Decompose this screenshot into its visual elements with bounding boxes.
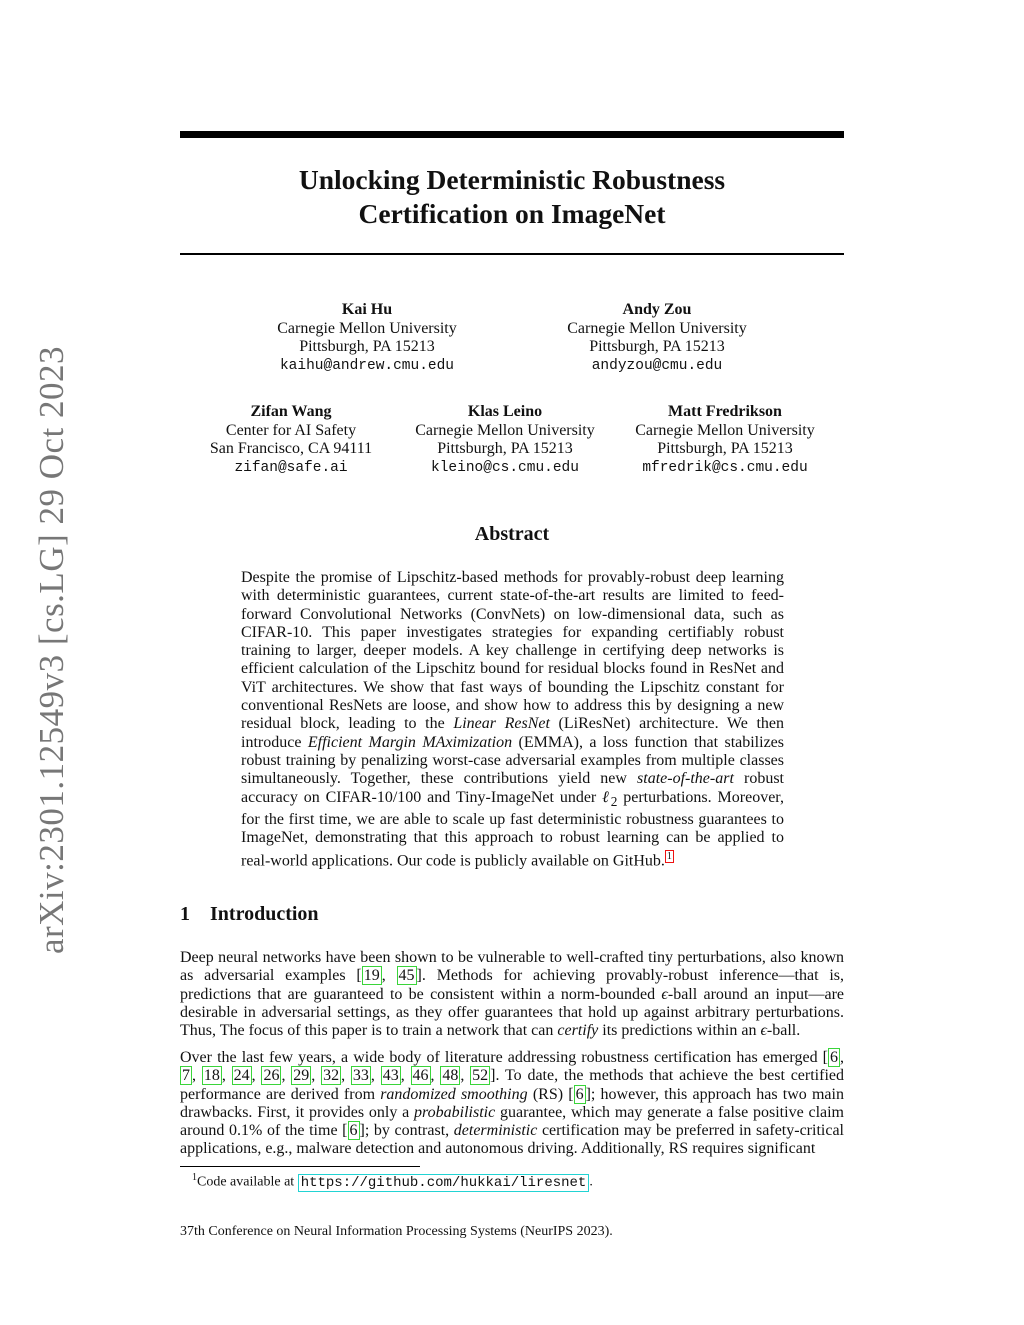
text-run: ]; by contrast, — [359, 1122, 454, 1140]
title-line-1: Unlocking Deterministic Robustness — [298, 164, 726, 195]
author-affiliation: Center for AI Safety — [225, 421, 357, 439]
author-email[interactable]: kleino@cs.cmu.edu — [431, 459, 579, 476]
text-run: (RS) [ — [527, 1085, 574, 1103]
author-email[interactable]: zifan@safe.ai — [234, 459, 348, 476]
author-location: San Francisco, CA 94111 — [209, 440, 373, 457]
citation-link[interactable]: 7 — [182, 1067, 190, 1085]
epsilon-symbol: ϵ — [661, 985, 668, 1003]
citation-link[interactable]: 24 — [233, 1067, 250, 1085]
text-run: ]. To date, the methods that achieve the best certified performance are derived from — [180, 1067, 845, 1103]
abstract-part: (LiResNet) architecture. We then introduce — [241, 715, 785, 751]
citation-link[interactable]: 29 — [293, 1067, 310, 1085]
text-run: its predictions within an — [598, 1022, 761, 1040]
author-affiliation: Carnegie Mellon University — [277, 319, 457, 337]
citation-link[interactable]: 26 — [263, 1067, 280, 1085]
author-location: Pittsburgh, PA 15213 — [437, 440, 573, 457]
text-run: ]. Methods for achieving provably-robust inference—that is, predictions that are guaranteed to be consistent within a norm-bounded — [180, 967, 845, 1003]
citation-link[interactable]: 43 — [382, 1067, 399, 1085]
text-run: certification may be preferred in safety-critical applications, e.g., malware detection and autonomous driving. Additionally, RS requires significant — [180, 1122, 844, 1158]
citation-link[interactable]: 6 — [349, 1122, 358, 1140]
text-run: , — [381, 967, 397, 985]
ell-subscript: 2 — [610, 793, 618, 809]
text-run: Over the last few years, a wide body of literature addressing robustness certification has emerged [ — [180, 1049, 828, 1066]
author-email[interactable]: mfredrik@cs.cmu.edu — [642, 459, 808, 476]
ell-symbol: ℓ — [602, 788, 611, 806]
github-url-link[interactable]: https://github.com/hukkai/liresnet — [298, 1174, 590, 1192]
title-top-rule — [180, 131, 844, 138]
citation-link[interactable]: 45 — [398, 967, 415, 985]
text-run: ]; however, this approach has two main drawbacks. First, it provides only a — [180, 1085, 844, 1121]
term-deterministic: deterministic — [453, 1122, 538, 1140]
text-run: Deep neural networks have been shown to be vulnerable to well-crafted tiny perturbations, also known as adversarial examples [ — [180, 949, 844, 985]
citation-link[interactable]: 46 — [412, 1067, 429, 1085]
author-block — [237, 301, 497, 375]
title-bottom-rule — [180, 253, 844, 255]
text-run: -ball around an input—are desirable in adversarial settings, as they offer guarantees that hold up against arbitrary perturbations. Thus, The focus of this paper is to train a network that can — [180, 985, 844, 1040]
citation-link[interactable]: 6 — [575, 1085, 584, 1103]
footnote-text: . — [589, 1174, 593, 1190]
abstract-text — [241, 569, 784, 870]
author-location: Pittsburgh, PA 15213 — [299, 338, 435, 355]
citation-link[interactable]: 52 — [472, 1067, 489, 1085]
author-email[interactable]: kaihu@andrew.cmu.edu — [279, 357, 455, 374]
citation-link[interactable]: 6 — [830, 1049, 838, 1066]
author-block — [190, 403, 392, 477]
abstract-part: perturbations. Moreover, for the first time, we are able to scale up fast deterministic robustness guarantees to ImageNet, demonstrating that this approach to robust learning can be applied to real-world applications. Our code is publicly available on GitHub. — [241, 788, 784, 869]
citation-link[interactable]: 18 — [203, 1067, 220, 1085]
arxiv-stamp: arXiv:2301.12549v3 [cs.LG] 29 Oct 2023 — [32, 345, 71, 955]
author-location: Pittsburgh, PA 15213 — [657, 440, 793, 457]
text-run: guarantee, which may generate a false positive claim around 0.1% of the time [ — [180, 1103, 845, 1140]
section-number: 1 — [180, 903, 190, 925]
epsilon-symbol: ϵ — [760, 1022, 767, 1040]
term-certify: certify — [557, 1022, 599, 1040]
section-heading — [180, 903, 319, 926]
citation-link[interactable]: 33 — [352, 1067, 369, 1085]
author-name: Kai Hu — [341, 301, 393, 318]
term-emma: Efficient Margin MAximization — [307, 733, 513, 751]
author-name: Matt Fredrikson — [668, 403, 782, 420]
term-sota: state-of-the-art — [637, 770, 734, 788]
text-run: -ball. — [766, 1022, 801, 1040]
citation-link[interactable]: 48 — [442, 1067, 459, 1085]
footnote-rule — [180, 1166, 420, 1167]
citation-link[interactable]: 32 — [323, 1067, 340, 1085]
author-email[interactable]: andyzou@cmu.edu — [591, 357, 723, 374]
abstract-part: (EMMA), a loss function that stabilizes robust training by penalizing worst-case adversarial examples from multiple classes simultaneously. Together, these contributions yield new — [241, 733, 785, 788]
author-affiliation: Carnegie Mellon University — [415, 421, 595, 439]
abstract-part: robust accuracy on CIFAR-10/100 and Tiny-ImageNet under — [241, 770, 784, 806]
citation-link[interactable]: 19 — [363, 967, 380, 985]
intro-paragraph-1 — [180, 949, 844, 1040]
footnote — [192, 1172, 593, 1191]
title-line-2: Certification on ImageNet — [358, 198, 666, 229]
author-name: Klas Leino — [467, 403, 543, 420]
author-affiliation: Carnegie Mellon University — [567, 319, 747, 337]
intro-paragraph-2: Over the last few years, a wide body of literature addressing robustness certification has emerged [ 6 , 7 , 18 , 24 , 26 , 29 , 32 , 33 , 43 , 46 , 48 , 52 ]. To date, the methods that achieve the best certified performance are derived from randomized smoothing (RS) [ 6 ]; however, this approach has two main drawbacks. First, it provides only a probabilistic guarantee, which may generate a false positive claim around 0.1% of the time [ 6 ]; by contrast, deterministic certification may be preferred in safety-critical applications, e.g., malware detection and autonomous driving. Additionally, RS requires significant — [180, 1049, 845, 1158]
footnote-text: Code available at — [197, 1174, 298, 1190]
venue-line: 37th Conference on Neural Information Processing Systems (NeurIPS 2023). — [180, 1224, 613, 1239]
author-block — [618, 403, 832, 477]
author-name: Zifan Wang — [250, 403, 332, 420]
author-affiliation: Carnegie Mellon University — [635, 421, 815, 439]
term-probabilistic: probabilistic — [414, 1103, 496, 1121]
author-block — [400, 403, 610, 477]
term-randomized-smoothing: randomized smoothing — [380, 1085, 528, 1103]
term-liresnet: Linear ResNet — [453, 715, 550, 733]
footnote-mark: 1 — [192, 1172, 197, 1183]
abstract-part: Despite the promise of Lipschitz-based methods for provably-robust deep learning with deterministic guarantees, current state-of-the-art results are limited to feed-forward Convolutional Networks (ConvNets) on low-dimensional data, such as CIFAR-10. This paper investigates strategies for expanding certifiably robust training to larger, deeper models. A key challenge in certifying deep networks is efficient calculation of the Lipschitz bound for residual blocks found in ResNet and ViT architectures. We show that fast ways of bounding the Lipschitz constant for conventional ResNets are loose, and show how to address this by designing a new residual block, leading to the — [241, 569, 784, 733]
paper-title — [180, 163, 844, 231]
author-block — [527, 301, 787, 375]
section-title: Introduction — [210, 903, 319, 925]
author-location: Pittsburgh, PA 15213 — [589, 338, 725, 355]
footnote-link[interactable]: 1 — [666, 850, 672, 862]
author-name: Andy Zou — [622, 301, 692, 318]
abstract-heading: Abstract — [474, 523, 550, 545]
